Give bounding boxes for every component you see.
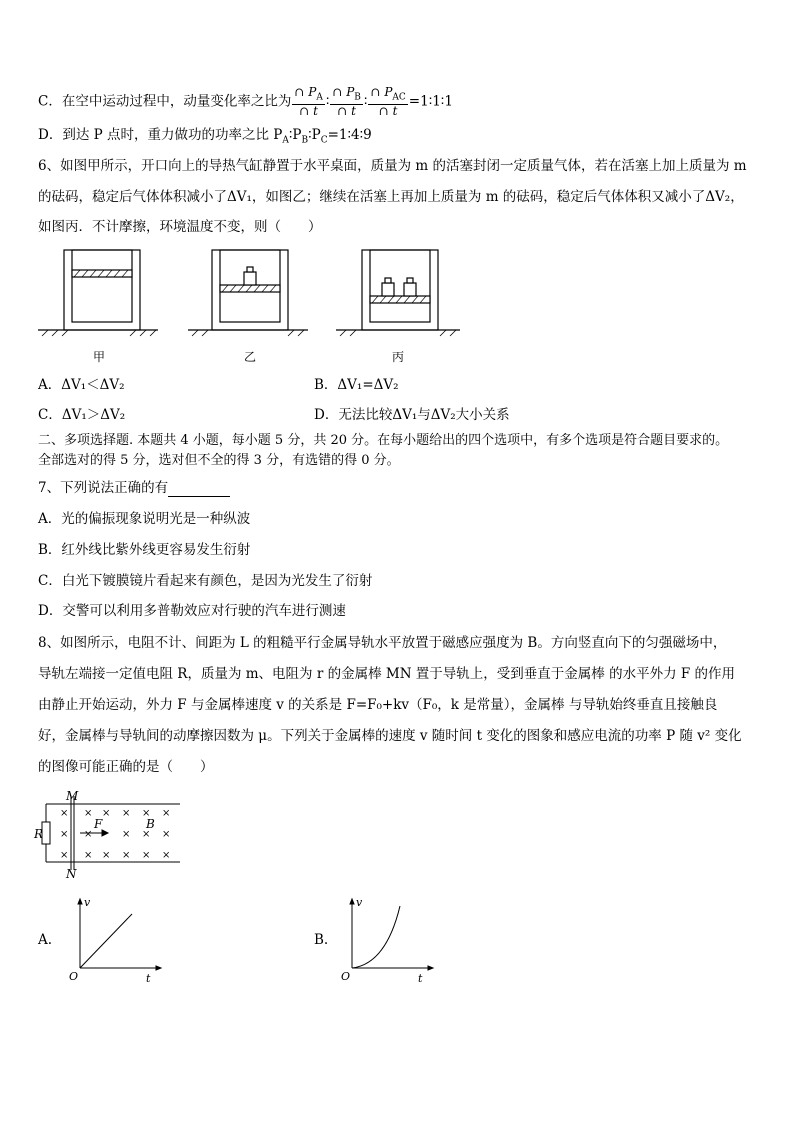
- svg-text:×: ×: [142, 829, 151, 840]
- svg-text:×: ×: [162, 850, 171, 861]
- svg-text:×: ×: [122, 829, 131, 840]
- q8-stem-line-1: 8、如图所示，电阻不计、间距为 L 的粗糙平行金属导轨水平放置于磁感应强度为 B。方向竖直向下的匀强磁场中，: [38, 635, 727, 651]
- q8-option-a-label: A.: [38, 932, 53, 948]
- graph-a-line: [80, 914, 132, 968]
- section-2-heading-line-2: 全部选对的得 5 分，选对但不全的得 3 分，有选错的得 0 分。: [38, 453, 400, 468]
- q6-option-d: D．无法比较ΔV₁与ΔV₂大小关系: [314, 407, 510, 423]
- answer-blank: [168, 482, 230, 497]
- svg-text:O: O: [341, 970, 351, 983]
- caption-yi: 乙: [244, 350, 257, 364]
- graph-a-v-t: [66, 896, 166, 986]
- svg-text:×: ×: [122, 808, 131, 819]
- svg-text:O: O: [69, 970, 79, 983]
- label-m: M: [66, 789, 79, 803]
- svg-text:×: ×: [102, 850, 111, 861]
- graph-b-curve: [352, 906, 400, 968]
- svg-text:×: ×: [142, 808, 151, 819]
- svg-text:t: t: [418, 972, 423, 985]
- label-b: B: [146, 817, 155, 831]
- svg-text:v: v: [84, 896, 91, 909]
- q7-option-b: B．红外线比紫外线更容易发生衍射: [38, 542, 251, 558]
- section-2-heading-line-1: 二、多项选择题. 本题共 4 小题，每小题 5 分，共 20 分。在每小题给出的四个选项中，有多个选项是符合题目要求的。: [38, 433, 729, 448]
- q6-stem-line-3: 如图丙．不计摩擦，环境温度不变，则（ ）: [38, 219, 322, 235]
- q7-option-d: D．交警可以利用多普勒效应对行驶的汽车进行测速: [38, 603, 346, 619]
- svg-text:×: ×: [60, 808, 69, 819]
- q7-option-c: C．白光下镀膜镜片看起来有颜色，是因为光发生了衍射: [38, 573, 373, 589]
- svg-text:v: v: [356, 896, 363, 909]
- q8-option-b-label: B.: [314, 932, 329, 948]
- svg-text:×: ×: [60, 829, 69, 840]
- svg-text:×: ×: [162, 829, 171, 840]
- svg-text:×: ×: [84, 829, 93, 840]
- rail-magnetic-field-figure: [34, 788, 184, 880]
- svg-text:×: ×: [102, 808, 111, 819]
- q7-stem: 7、下列说法正确的有: [38, 479, 758, 497]
- q6-option-a: A．ΔV₁＜ΔV₂: [38, 377, 125, 393]
- q6-stem-line-2: 的砝码，稳定后气体体积减小了ΔV₁，如图乙；继续在活塞上再加上质量为 m 的砝码，稳定后气体体积又减小了ΔV₂，: [38, 189, 744, 205]
- svg-text:×: ×: [60, 850, 69, 861]
- fraction-pb: $\frac{\cap P_B}{\cap t}$: [332, 85, 361, 119]
- q5-option-d: D．到达 P 点时，重力做功的功率之比 $P_A∶P_B∶P_C=1∶4∶9$: [38, 127, 372, 146]
- caption-jia: 甲: [93, 350, 106, 364]
- q8-stem-line-3: 由静止开始运动，外力 F 与金属棒速度 v 的关系是 F=F₀+kv（F₀，k 是常量），金属棒 与导轨始终垂直且接触良: [38, 697, 718, 713]
- q6-stem-line-1: 6、如图甲所示，开口向上的导热气缸静置于水平桌面，质量为 m 的活塞封闭一定质量气体，若在活塞上加上质量为 m: [38, 158, 747, 174]
- label-n: N: [66, 867, 77, 881]
- svg-text:×: ×: [84, 850, 93, 861]
- q7-option-a: A．光的偏振现象说明光是一种纵波: [38, 511, 251, 527]
- q8-stem-line-4: 好，金属棒与导轨间的动摩擦因数为 μ。下列关于金属棒的速度 v 随时间 t 变化的图象和感应电流的功率 P 随 v² 变化: [38, 728, 742, 744]
- q8-stem-line-2: 导轨左端接一定值电阻 R，质量为 m、电阻为 r 的金属棒 MN 置于导轨上，受到垂直于金属棒 的水平外力 F 的作用: [38, 666, 736, 682]
- cylinder-figure-yi: [188, 250, 308, 340]
- label-f: F: [94, 817, 103, 831]
- q8-stem-line-5: 的图像可能正确的是（ ）: [38, 759, 214, 775]
- svg-text:×: ×: [162, 808, 171, 819]
- q5-option-c: C．在空中运动过程中，动量变化率之比为 $\frac{\cap P_A}{\cap t}$ ∶ $\frac{\cap P_B}{\cap t}$ ∶ $\frac{\cap P_{AC}}{\cap t}$ =1∶1∶1: [38, 85, 453, 119]
- caption-bing: 丙: [392, 350, 405, 364]
- svg-text:×: ×: [84, 808, 93, 819]
- q6-option-c: C．ΔV₁＞ΔV₂: [38, 407, 126, 423]
- fraction-pa: $\frac{\cap P_A}{\cap t}$: [294, 85, 323, 119]
- q6-option-b: B．ΔV₁=ΔV₂: [314, 377, 399, 393]
- svg-text:×: ×: [142, 850, 151, 861]
- cylinder-figure-bing: [336, 250, 466, 340]
- svg-text:×: ×: [122, 850, 131, 861]
- label-r: R: [34, 827, 44, 841]
- svg-text:t: t: [146, 972, 151, 985]
- graph-b-v-t: [338, 896, 438, 986]
- fraction-pac: $\frac{\cap P_{AC}}{\cap t}$: [370, 85, 406, 119]
- cylinder-figure-jia: [38, 250, 158, 340]
